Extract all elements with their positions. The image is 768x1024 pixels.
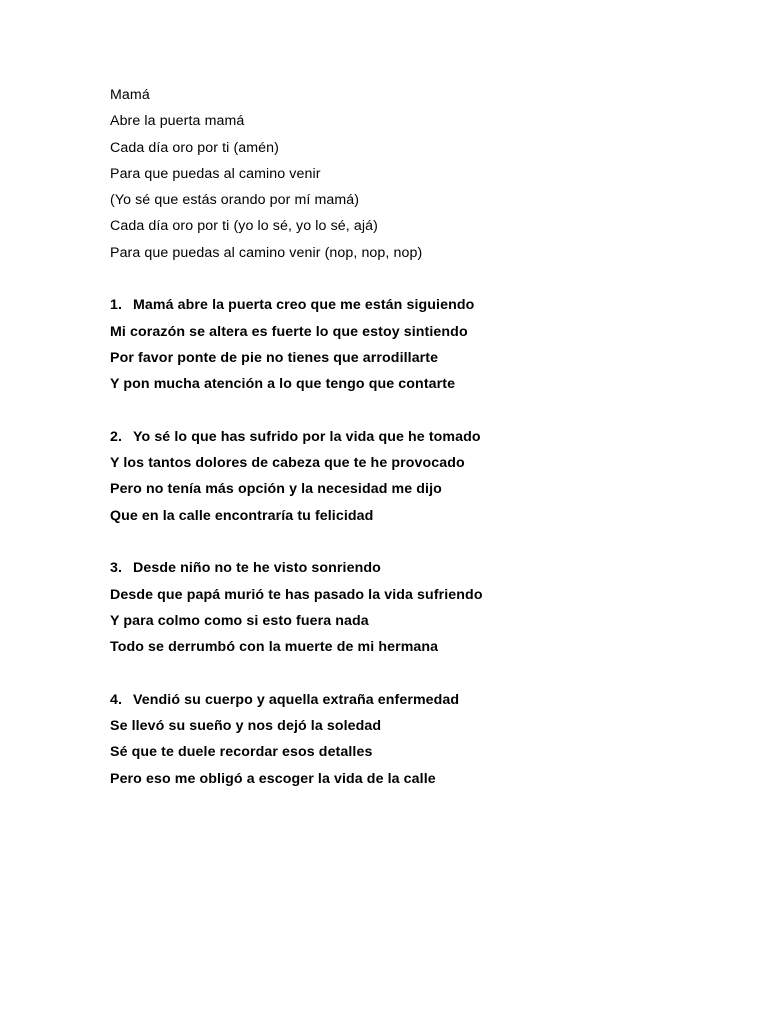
stanza-line: Y los tantos dolores de cabeza que te he provocado: [110, 455, 465, 472]
stanza-first-line: [110, 292, 730, 318]
stanza-4: [110, 687, 730, 792]
stanza-2: [110, 424, 730, 529]
stanza-number: 4.: [110, 691, 123, 708]
stanza-line-text: Mamá abre la puerta creo que me están siguiendo: [133, 297, 475, 314]
stanza-number: 2.: [110, 428, 123, 445]
stanza-line-text: Vendió su cuerpo y aquella extraña enfermedad: [133, 691, 460, 708]
intro-line: Mamá: [110, 87, 150, 103]
stanza-line: Y pon mucha atención a lo que tengo que contarte: [110, 376, 456, 393]
stanza-line: Que en la calle encontraría tu felicidad: [110, 507, 374, 524]
stanza-line-text: Yo sé lo que has sufrido por la vida que he tomado: [133, 428, 481, 445]
intro-line: Cada día oro por ti (yo lo sé, yo lo sé, ajá): [110, 218, 378, 235]
stanza-first-line: [110, 555, 730, 581]
intro-line: Abre la puerta mamá: [110, 113, 245, 130]
intro-block: [110, 82, 730, 266]
stanza-first-line: [110, 687, 730, 713]
stanza-line: Sé que te duele recordar esos detalles: [110, 744, 373, 761]
stanza-line: Desde que papá murió te has pasado la vida sufriendo: [110, 586, 483, 603]
stanza-first-line: [110, 424, 730, 450]
stanza-line: Pero eso me obligó a escoger la vida de la calle: [110, 770, 436, 787]
stanza-number: 1.: [110, 297, 123, 314]
intro-line: Para que puedas al camino venir: [110, 165, 321, 182]
stanza-line: Todo se derrumbó con la muerte de mi hermana: [110, 639, 439, 656]
lyrics-document: [110, 82, 730, 792]
stanza-line-text: Desde niño no te he visto sonriendo: [133, 560, 381, 577]
intro-line: Para que puedas al camino venir (nop, nop, nop): [110, 244, 423, 261]
intro-line: Cada día oro por ti (amén): [110, 139, 279, 156]
stanza-line: Por favor ponte de pie no tienes que arrodillarte: [110, 349, 439, 366]
stanza-line: Mi corazón se altera es fuerte lo que estoy sintiendo: [110, 323, 468, 340]
stanza-number: 3.: [110, 560, 123, 577]
stanza-line: Y para colmo como si esto fuera nada: [110, 612, 369, 629]
intro-line: (Yo sé que estás orando por mí mamá): [110, 192, 360, 209]
stanza-line: Se llevó su sueño y nos dejó la soledad: [110, 718, 382, 735]
stanza-1: [110, 292, 730, 397]
stanza-line: Pero no tenía más opción y la necesidad me dijo: [110, 481, 442, 498]
stanza-3: [110, 555, 730, 660]
